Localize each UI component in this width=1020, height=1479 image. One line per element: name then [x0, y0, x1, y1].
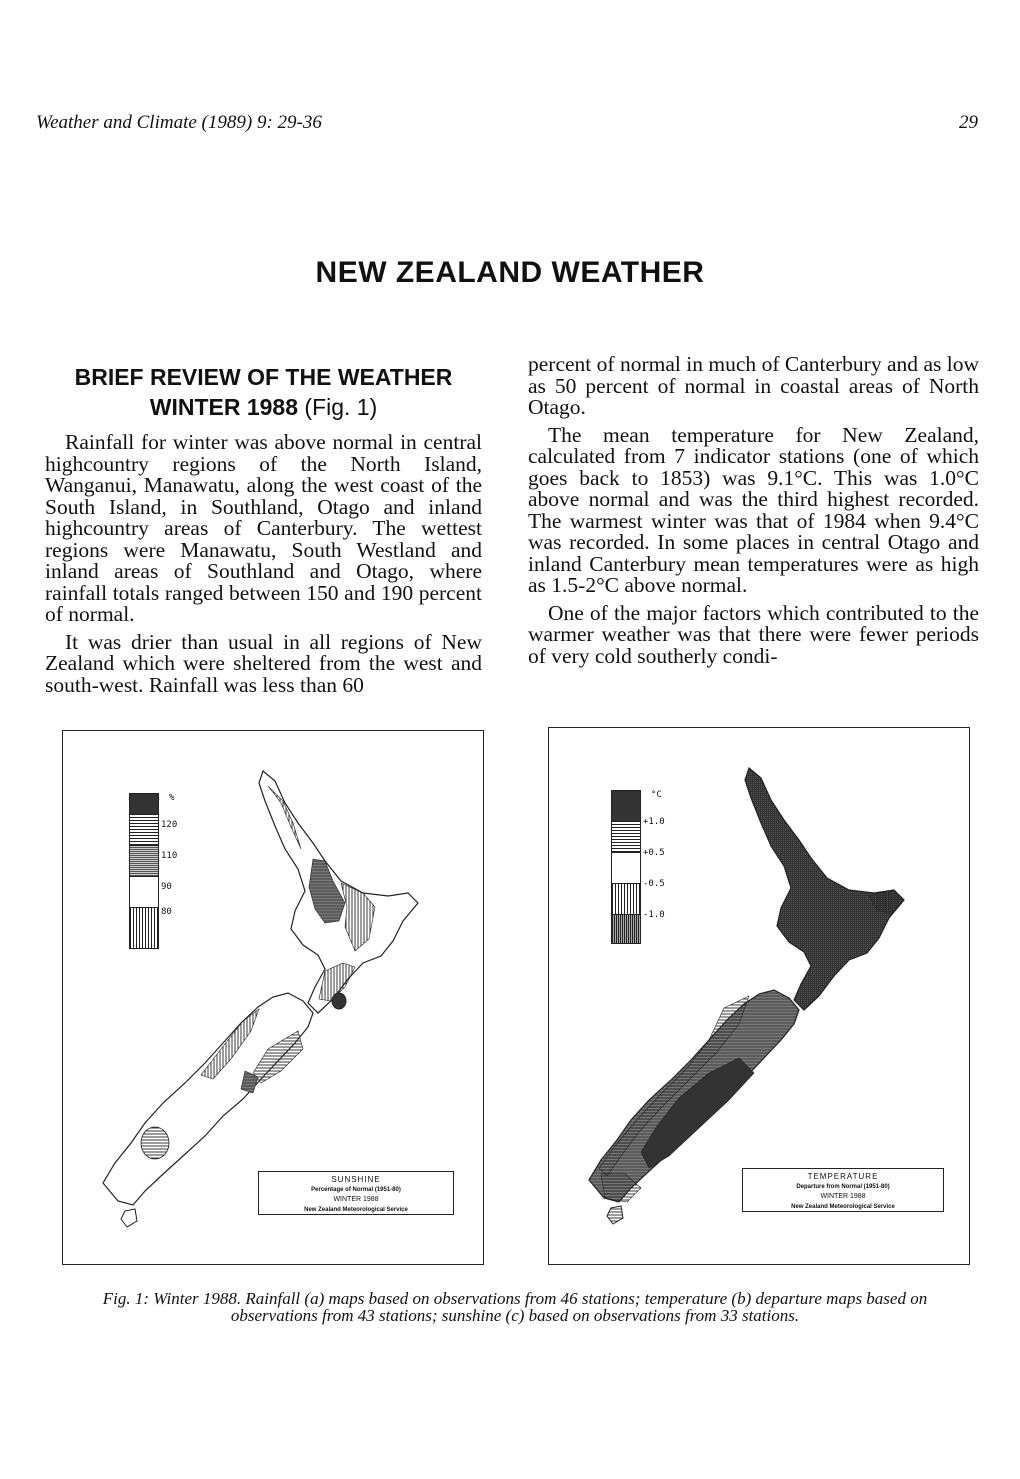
section-heading-season: WINTER 1988: [149, 394, 299, 420]
legend-swatch: [129, 845, 159, 877]
legend-label: 90: [161, 882, 172, 892]
sunshine-map-figure: [62, 730, 484, 1265]
right-column: [528, 354, 979, 673]
page-number: 29: [959, 112, 978, 133]
section-heading-figref: (Fig. 1): [298, 394, 378, 420]
info-season: WINTER 1988: [820, 1193, 866, 1200]
legend-label: +1.0: [643, 817, 665, 827]
paragraph: percent of normal in much of Canterbury and as low as 50 percent of normal in coastal areas of North Otago.: [528, 352, 979, 419]
legend-unit: °C: [651, 790, 662, 800]
stewart-island: [121, 1209, 137, 1227]
caption-line1: Fig. 1: Winter 1988. Rainfall (a) maps based on observations from 46 stations; temperature (b) departure maps based on: [102, 1289, 928, 1308]
south-island-oval: [141, 1127, 169, 1159]
temperature-info-box: [742, 1168, 944, 1212]
info-subtitle: Percentage of Normal (1951-80): [311, 1187, 401, 1193]
legend-swatch: [611, 821, 641, 853]
legend-swatch: [611, 883, 641, 915]
section-heading: [45, 362, 482, 422]
info-source: New Zealand Meteorological Service: [791, 1204, 895, 1210]
caption-line2: observations from 43 stations; sunshine (c) based on observations from 33 stations.: [230, 1306, 800, 1325]
paragraph: Rainfall for winter was above normal in central highcountry regions of the North Island, Wanganui, Manawatu, along the west coast of the South Island, in Southland, Otago and inland highcountry areas of Canterbury. The wettest regions were Manawatu, South Westland and inland areas of Southland and Otago, where rainfall totals ranged between 150 and 190 percent of normal.: [45, 430, 482, 626]
legend-swatch: [129, 876, 159, 908]
legend-label: 80: [161, 907, 172, 917]
legend-label: +0.5: [643, 848, 665, 858]
legend-swatch: [129, 907, 159, 949]
journal-citation: Weather and Climate (1989) 9: 29-36: [36, 112, 322, 133]
info-subtitle: Departure from Normal (1951-80): [796, 1184, 890, 1190]
paragraph: One of the major factors which contributed to the warmer weather was that there were fewer periods of very cold southerly condi-: [528, 600, 979, 668]
north-island-dark-spot: [332, 993, 346, 1009]
figure-caption: [40, 1290, 990, 1324]
left-column: [45, 362, 482, 702]
legend-swatch: [611, 790, 641, 822]
temperature-map-figure: [548, 727, 970, 1265]
sunshine-info-box: [258, 1171, 454, 1215]
legend-label: -1.0: [643, 910, 665, 920]
legend-swatch: [611, 852, 641, 884]
legend-label: 120: [161, 820, 178, 830]
paragraph: It was drier than usual in all regions of New Zealand which were sheltered from the west and south-west. Rainfall was less than 60: [45, 629, 482, 697]
legend-swatch: [129, 814, 159, 846]
running-head: [36, 112, 978, 134]
info-title: TEMPERATURE: [807, 1172, 879, 1181]
legend-swatch: [129, 793, 159, 815]
stewart-island: [607, 1206, 623, 1224]
info-source: New Zealand Meteorological Service: [304, 1207, 408, 1213]
section-heading-line2: [45, 392, 482, 422]
info-season: WINTER 1988: [333, 1196, 379, 1203]
section-heading-line1: BRIEF REVIEW OF THE WEATHER: [74, 364, 453, 390]
page-title: NEW ZEALAND WEATHER: [315, 256, 705, 289]
paragraph: The mean temperature for New Zealand, calculated from 7 indicator stations (one of which goes back to 1853) was 9.1°C. This was 1.0°C above normal and was the third highest recorded. The warmest winter was that of 1984 when 9.4°C was recorded. In some places in central Otago and inland Canterbury mean temperatures were as high as 1.5-2°C above normal.: [528, 422, 979, 597]
legend-swatch: [611, 914, 641, 944]
info-title: SUNSHINE: [331, 1175, 381, 1184]
legend-label: 110: [161, 851, 178, 861]
north-island-fill: [745, 768, 904, 1010]
legend-unit: %: [169, 793, 175, 803]
legend-label: -0.5: [643, 879, 665, 889]
